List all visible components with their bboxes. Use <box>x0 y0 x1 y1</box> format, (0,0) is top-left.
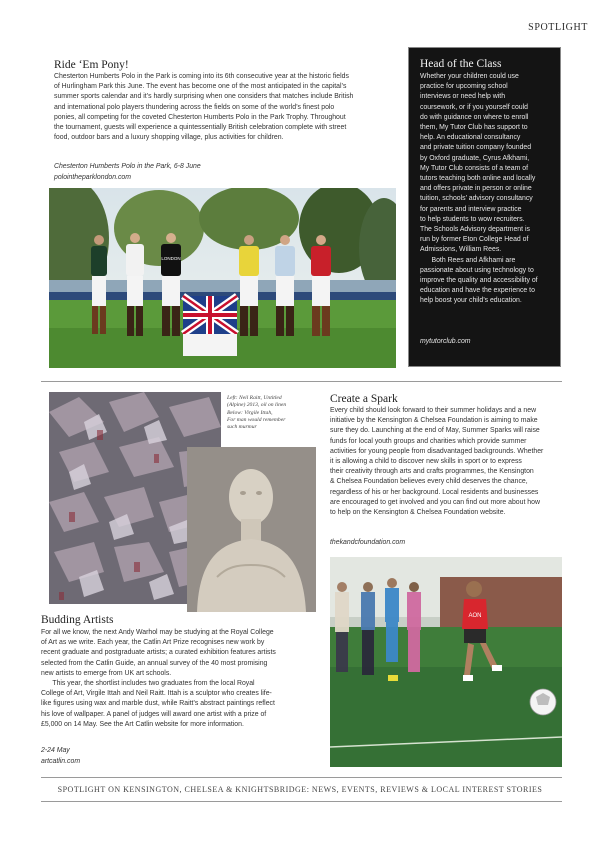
svg-text:LONDON: LONDON <box>161 256 181 261</box>
head-of-class-title: Head of the Class <box>420 58 502 70</box>
text-line: For all we know, the next Andy Warhol may be studying at the Royal College <box>41 629 274 636</box>
text-line: of Hurlingham Park this June. The event has become one of the most anticipated in the capital’s <box>54 83 347 91</box>
text-line: the tournament, guests will experience a quintessentially British celebration complete with street <box>54 124 347 132</box>
text-line: interviews or need help with <box>420 93 506 101</box>
text-line: and international polo players thundering across the fields on some of the world’s finest polo <box>54 103 335 111</box>
text-line: College of Art, Virgile Ittah and Neil Raitt. Ittah is a sculptor who creates life- <box>41 690 272 698</box>
text-line: help boost your child’s education. <box>420 297 522 305</box>
text-line: and offers private in person or online <box>420 185 532 193</box>
text-line: passionate about using technology to <box>420 266 534 274</box>
text-line: tuition, schools’ advisory consultancy <box>420 195 533 203</box>
text-line: tutors teaching both online and locally <box>420 175 536 183</box>
event-date: 2-24 May <box>41 747 70 754</box>
footer-divider-top <box>41 777 562 778</box>
caption-line: For man would remember <box>227 416 286 423</box>
text-line: his love of wallpaper. A panel of judges will award one artist with a prize of <box>41 710 267 718</box>
art-image-caption <box>227 395 317 431</box>
text-line: & Chelsea Foundation believes every child deserves the chance, <box>330 478 528 486</box>
pony-event-info <box>54 162 201 183</box>
budding-artists-body <box>41 628 331 730</box>
section-divider <box>41 381 562 382</box>
sculpture-bust-image <box>187 447 316 612</box>
text-line: food, outdoor bars and a luxury shopping village, plus activities for children. <box>54 134 284 142</box>
caption-line: (Alpine) 2013, oil on linen <box>227 402 287 409</box>
text-line: sure they do. Launching at the end of May, Summer Sparks will raise <box>330 427 540 435</box>
head-of-class-url[interactable]: mytutorclub.com <box>420 338 471 345</box>
text-line: Whether your children could use <box>420 73 519 80</box>
event-date: Chesterton Humberts Polo in the Park, 6-8 June <box>54 163 201 170</box>
text-line: initiative by the Kensington & Chelsea Foundation is aiming to make <box>330 417 538 425</box>
text-line: education and have the experience to <box>420 287 535 295</box>
text-line: activities for young people from disadvantaged backgrounds. Whether <box>330 447 544 455</box>
text-line: new artists to emerge from UK art schools. <box>41 669 172 677</box>
text-line: are encouraged to get involved and you can find out more about how <box>330 498 540 506</box>
section-label: SPOTLIGHT <box>528 22 588 33</box>
text-line: coursework, or if you yourself could <box>420 103 528 111</box>
text-line: them, My Tutor Club has support to <box>420 124 528 132</box>
polo-players-photo <box>49 188 396 368</box>
text-line: Every child should look forward to their summer holidays and a new <box>330 407 537 414</box>
caption-line: Below: Virgile Ittah, <box>227 409 273 416</box>
create-a-spark-title: Create a Spark <box>330 393 398 405</box>
pony-article-title: Ride ‘Em Pony! <box>54 59 129 71</box>
budding-artists-info <box>41 746 80 767</box>
footer-text: SPOTLIGHT ON KENSINGTON, CHELSEA & KNIGHTSBRIDGE: NEWS, EVENTS, REVIEWS & LOCAL INTEREST STORIES <box>57 785 543 794</box>
text-line: like figures using wax and marble dust, while Raitt’s abstract paintings reflect <box>41 700 275 708</box>
text-line: ponies, all competing for the coveted Chesterton Humberts Polo in the Park Trophy. Throughout <box>54 113 346 121</box>
caption-line: such murmur <box>227 424 257 431</box>
text-line: £5,000 on 14 May. See the Art Catlin website for more information. <box>41 720 244 728</box>
text-line: summer sports calendar and it’s hardly surprising when one considers that matches include British <box>54 93 354 101</box>
text-line: do with guidance on where to enroll <box>420 113 529 121</box>
text-line: This year, the shortlist includes two graduates from the local Royal <box>41 680 255 688</box>
text-line: My Tutor Club consists of a team of <box>420 164 528 172</box>
children-football-photo <box>330 557 562 767</box>
budding-artists-title: Budding Artists <box>41 614 114 626</box>
text-line: funds for local youth groups and charities which provide summer <box>330 437 527 445</box>
text-line: practice for upcoming school <box>420 83 508 91</box>
create-a-spark-url[interactable]: thekandcfoundation.com <box>330 539 406 546</box>
text-line: regardless of his or her background. Local residents and businesses <box>330 488 539 496</box>
text-line: their creativity through arts and crafts programmes, the Kensington <box>330 468 534 476</box>
text-line: selected from the Catlin Guide, an annual survey of the 40 most promising <box>41 659 268 667</box>
text-line: it is allowing a child to discover new skills in sport or to express <box>330 458 522 466</box>
text-line: of Art as we write. Each year, the Catlin Art Prize recognises new work by <box>41 639 265 647</box>
create-a-spark-body <box>330 406 566 518</box>
text-line: to help students to wow recruiters. <box>420 215 525 223</box>
text-line: run by former Eton College Head of <box>420 236 529 244</box>
text-line: to help on the Kensington & Chelsea Foundation website. <box>330 509 506 517</box>
text-line: improve the quality and accessibility of <box>420 277 538 285</box>
text-line: recent graduate and postgraduate artists; a curated exhibition features artists <box>41 649 276 657</box>
pony-article-body <box>54 72 394 143</box>
text-line: Chesterton Humberts Polo in the Park is coming into its 6th consecutive year at the historic fields <box>54 73 349 80</box>
footer-divider-bottom <box>41 801 562 802</box>
text-line: and private tuition company founded <box>420 144 532 152</box>
text-line: by Oxford graduate, Cyrus Afkhami, <box>420 154 530 162</box>
event-url[interactable]: artcatlin.com <box>41 757 81 765</box>
svg-text:AON: AON <box>468 613 482 619</box>
text-line: help. An educational consultancy <box>420 134 521 142</box>
head-of-class-body <box>420 72 558 307</box>
text-line: Admissions, William Rees. <box>420 246 502 254</box>
text-line: for parents and interview practice <box>420 205 522 213</box>
text-line: The Schools Advisory department is <box>420 226 530 234</box>
text-line: Both Rees and Afkhami are <box>420 256 516 264</box>
caption-line: Left: Neil Raitt, Untitled <box>227 395 282 401</box>
event-url[interactable]: polointheparklondon.com <box>54 173 131 181</box>
